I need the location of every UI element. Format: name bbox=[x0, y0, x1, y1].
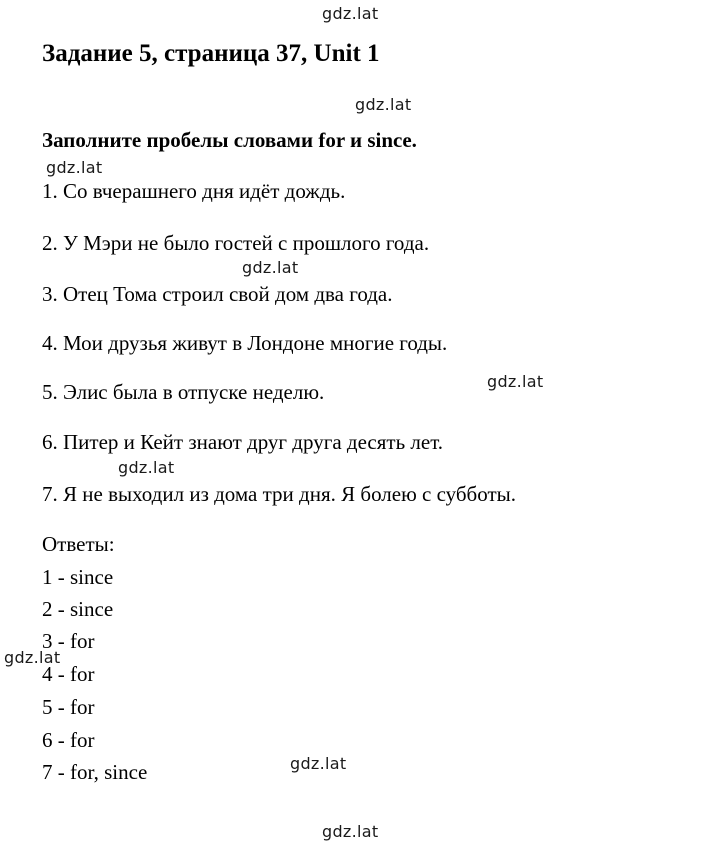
task-item: 2. У Мэри не было гостей с прошлого года. bbox=[42, 231, 430, 255]
page-title: Задание 5, страница 37, Unit 1 bbox=[42, 40, 380, 67]
task-item: 7. Я не выходил из дома три дня. Я болею с субботы. bbox=[42, 482, 516, 506]
answers-heading: Ответы: bbox=[42, 532, 115, 556]
answer-item: 4 - for bbox=[42, 662, 95, 686]
task-item: 5. Элис была в отпуске неделю. bbox=[42, 380, 325, 404]
answer-item: 6 - for bbox=[42, 728, 95, 752]
watermark: gdz.lat bbox=[322, 822, 379, 841]
watermark: gdz.lat bbox=[487, 372, 544, 391]
answer-item: 2 - since bbox=[42, 597, 114, 621]
task-instruction: Заполните пробелы словами for и since. bbox=[42, 128, 417, 152]
watermark: gdz.lat bbox=[242, 258, 299, 277]
task-item: 1. Со вчерашнего дня идёт дождь. bbox=[42, 179, 346, 203]
answer-item: 3 - for bbox=[42, 629, 95, 653]
task-item: 4. Мои друзья живут в Лондоне многие годы. bbox=[42, 331, 448, 355]
answer-item: 7 - for, since bbox=[42, 760, 148, 784]
watermark: gdz.lat bbox=[46, 158, 103, 177]
task-item: 3. Отец Тома строил свой дом два года. bbox=[42, 282, 393, 306]
watermark: gdz.lat bbox=[118, 458, 175, 477]
watermark: gdz.lat bbox=[290, 754, 347, 773]
task-item: 6. Питер и Кейт знают друг друга десять лет. bbox=[42, 430, 444, 454]
answer-item: 1 - since bbox=[42, 565, 114, 589]
watermark: gdz.lat bbox=[322, 4, 379, 23]
watermark: gdz.lat bbox=[355, 95, 412, 114]
watermark: gdz.lat bbox=[4, 648, 61, 667]
answer-item: 5 - for bbox=[42, 695, 95, 719]
